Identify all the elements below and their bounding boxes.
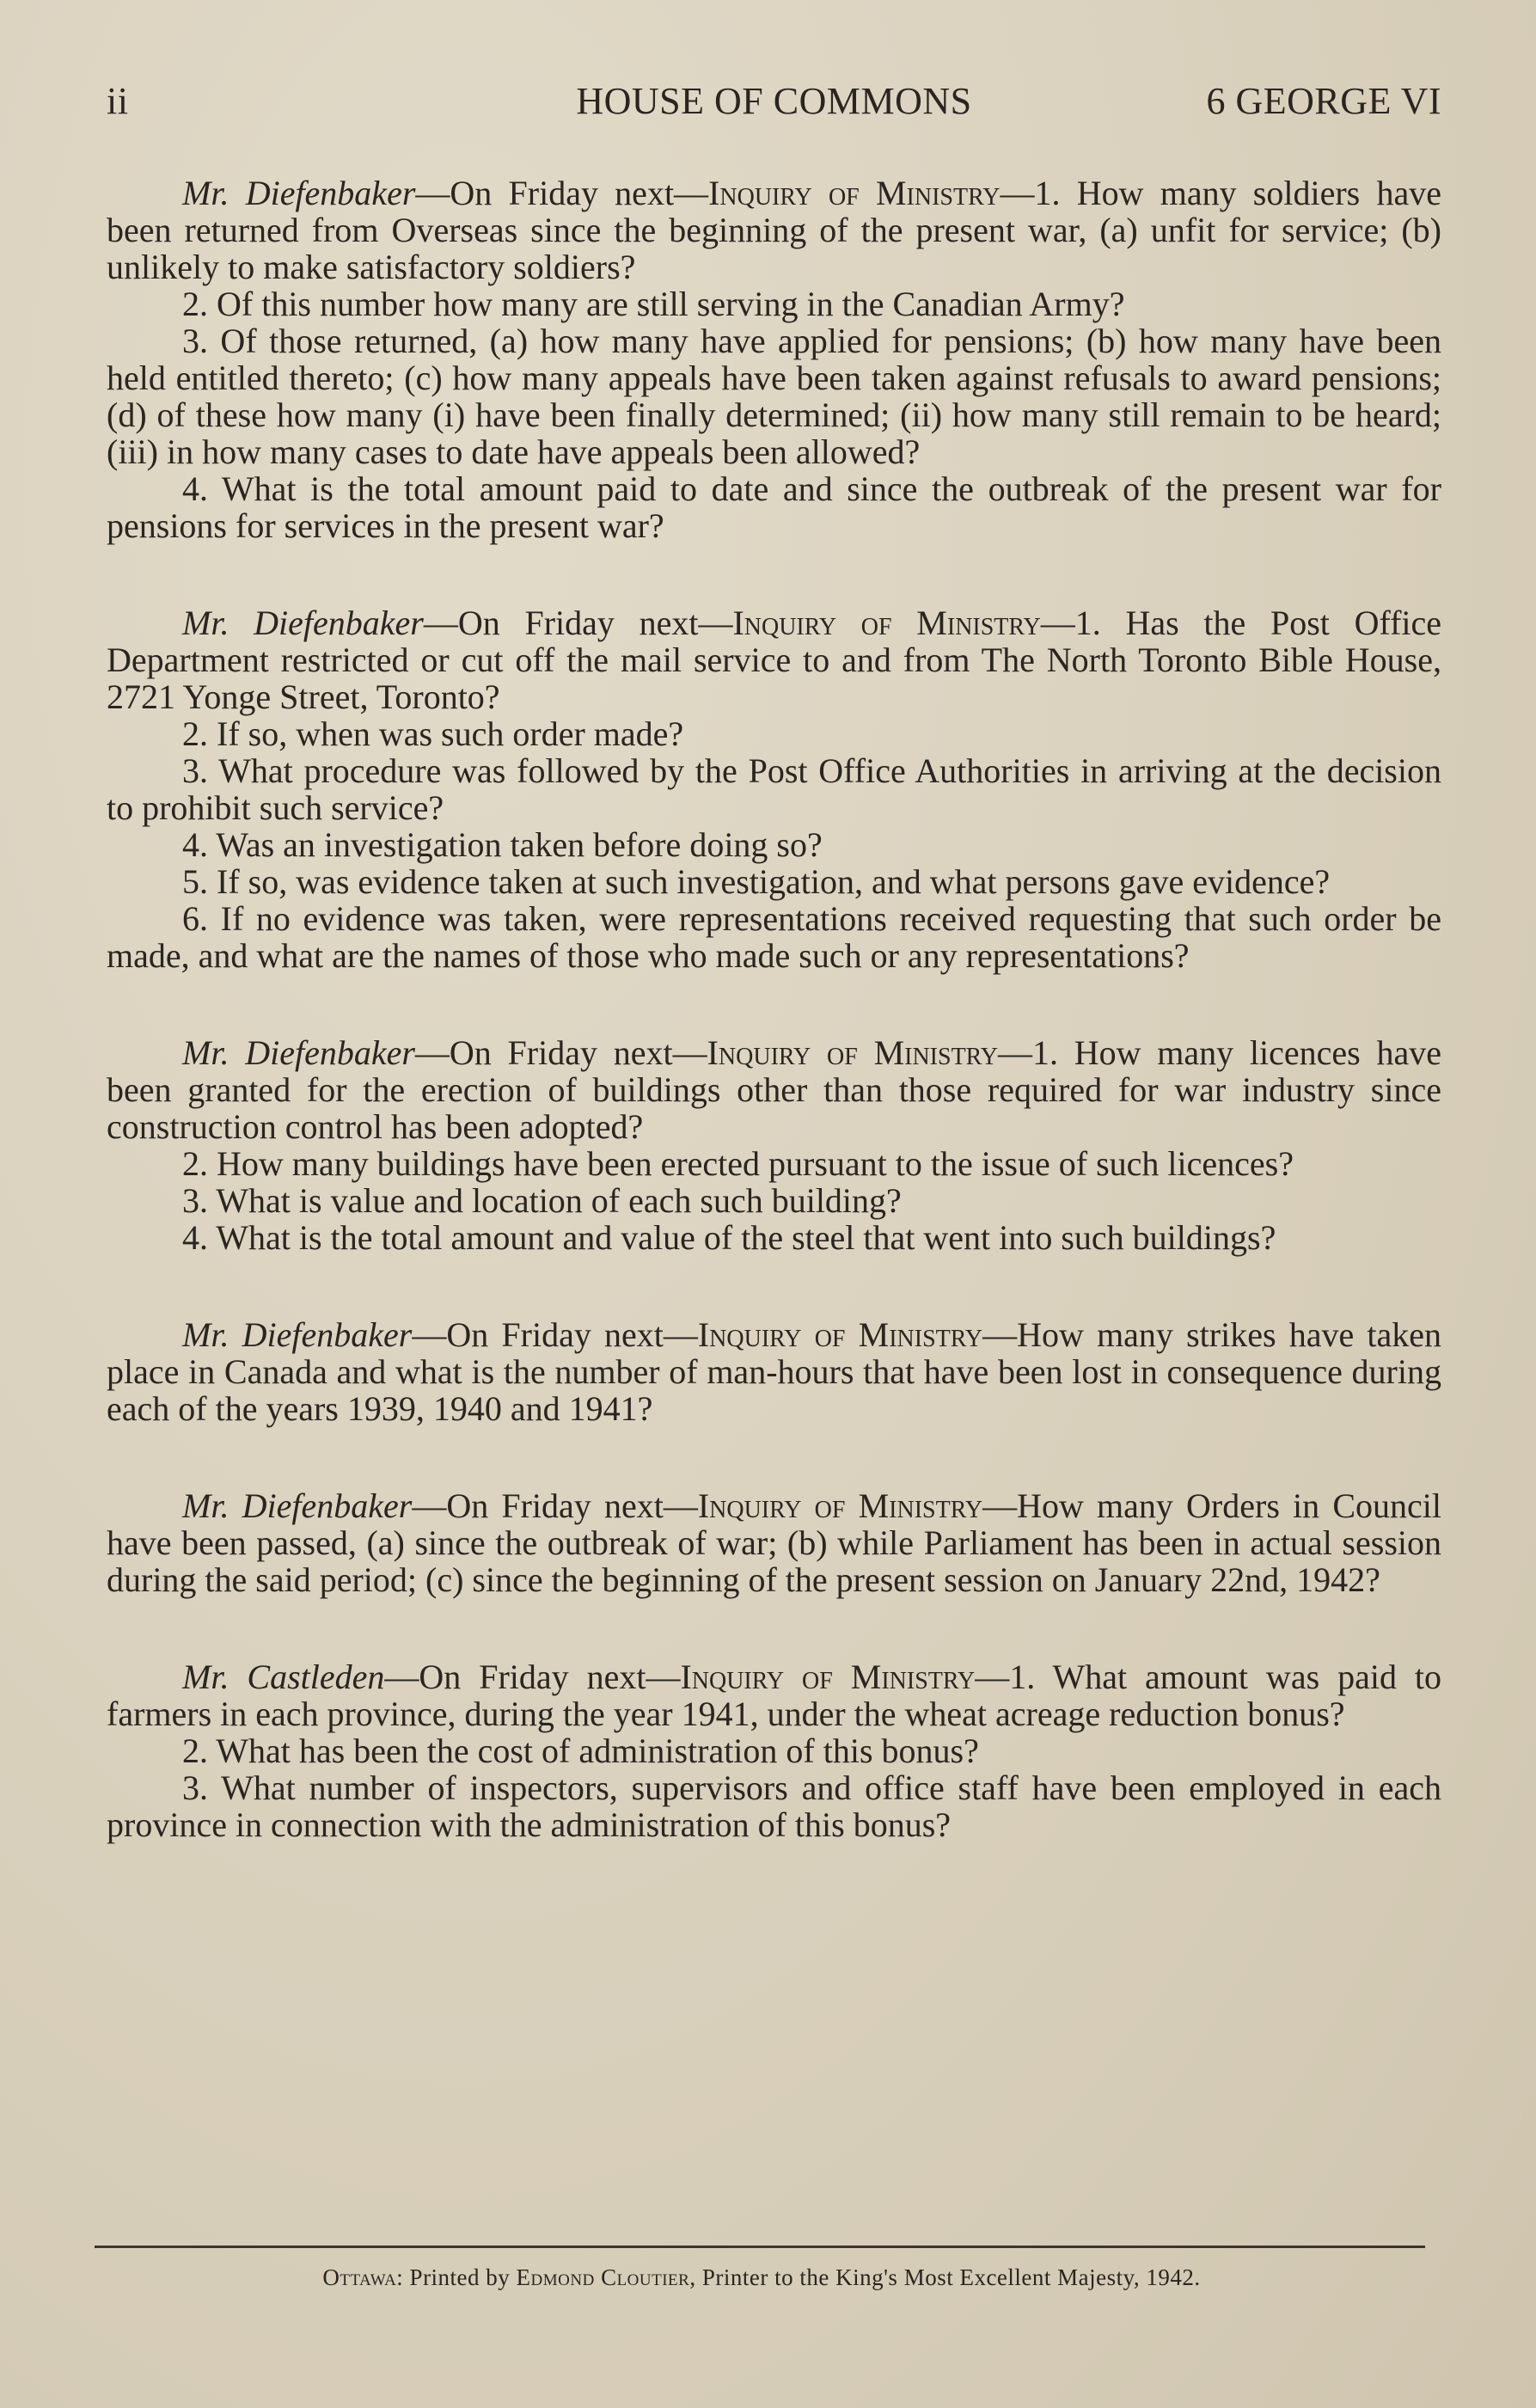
notice-paragraph: [107, 1034, 1441, 1145]
notice-paragraph: [107, 1658, 1441, 1732]
notice-paragraph: 4. What is the total amount and value of the steel that went into such buildings?: [182, 1218, 1276, 1257]
member-name: Mr. Castleden: [182, 1657, 385, 1696]
notice-paragraph: [107, 604, 1441, 715]
member-name: Mr. Diefenbaker: [182, 604, 424, 642]
inquiry-label: Inquiry of Ministry: [680, 1657, 976, 1696]
notice-paragraph: [107, 175, 1441, 285]
running-header: [107, 79, 1441, 124]
notice-paragraph: 4. Was an investigation taken before doing so?: [182, 825, 823, 864]
imprint-place: Ottawa: [322, 2264, 397, 2290]
notice-paragraph: 2. What has been the cost of administration of this bonus?: [182, 1731, 979, 1770]
member-name: Mr. Diefenbaker: [182, 1486, 413, 1525]
member-name: Mr. Diefenbaker: [182, 1033, 415, 1072]
header-edition: 6 GEORGE VI: [1206, 80, 1441, 122]
inquiry-label: Inquiry of Ministry: [708, 174, 1001, 212]
notice-preamble: —On Friday next—: [423, 604, 733, 642]
member-name: Mr. Diefenbaker: [182, 1315, 413, 1354]
member-name: Mr. Diefenbaker: [182, 174, 416, 212]
inquiry-label: Inquiry of Ministry: [732, 604, 1041, 642]
notice: [107, 604, 1441, 974]
notice-paragraph: 3. What number of inspectors, supervisors and office staff have been employed in each province in connection with the administration of this bonus?: [107, 1768, 1441, 1844]
notice: [107, 1316, 1441, 1427]
notice: [107, 1487, 1441, 1598]
question-text: —1. How many soldiers have been returned from Overseas since the beginning of the present war, (a) unfit for service; (b) unlikely to make satisfactory soldiers?: [107, 174, 1441, 286]
imprint-text: : Printed by: [396, 2264, 517, 2290]
notice-paragraph: 3. Of those returned, (a) how many have applied for pensions; (b) how many have been held entitled thereto; (c) how many appeals have been taken against refusals to award pensions; (d) of these how many (i) have been finally determined; (ii) how many still remain to be heard; (iii) in how many cases to date have appeals been allowed?: [107, 322, 1441, 471]
notice-paragraph: 6. If no evidence was taken, were representations received requesting that such order be made, and what are the names of those who made such or any representations?: [107, 899, 1441, 975]
notice-preamble: —On Friday next—: [412, 1486, 698, 1525]
question-text: —1. Has the Post Office Department restricted or cut off the mail service to and from The North Toronto Bible House, 2721 Yonge Street, Toronto?: [107, 604, 1442, 716]
notice-paragraph: 2. How many buildings have been erected pursuant to the issue of such licences?: [182, 1144, 1294, 1183]
notice-paragraph: 2. If so, when was such order made?: [182, 714, 684, 753]
notices-list: [107, 175, 1441, 1903]
footer-rule: [95, 2246, 1425, 2248]
printer-imprint: [203, 2264, 1320, 2291]
notice: [107, 175, 1441, 544]
notice-paragraph: 4. What is the total amount paid to date and since the outbreak of the present war for pensions for services in the present war?: [107, 469, 1441, 545]
imprint-text: , Printer to the King's Most Excellent Majesty, 1942.: [689, 2264, 1201, 2290]
inquiry-label: Inquiry of Ministry: [707, 1033, 999, 1072]
question-text: —How many strikes have taken place in Canada and what is the number of man-hours that have been lost in consequence during each of the years 1939, 1940 and 1941?: [107, 1315, 1442, 1428]
imprint-printer: Edmond Cloutier: [516, 2264, 690, 2290]
inquiry-label: Inquiry of Ministry: [697, 1315, 983, 1354]
notice-preamble: —On Friday next—: [415, 174, 709, 212]
notice-preamble: —On Friday next—: [384, 1657, 681, 1696]
header-title: HOUSE OF COMMONS: [576, 80, 972, 122]
notice-paragraph: [107, 1487, 1441, 1598]
notice-paragraph: 5. If so, was evidence taken at such investigation, and what persons gave evidence?: [182, 862, 1331, 901]
notice-paragraph: 2. Of this number how many are still serving in the Canadian Army?: [182, 285, 1125, 323]
question-text: —1. How many licences have been granted for the erection of buildings other than those required for war industry since construction control has been adopted?: [107, 1033, 1441, 1146]
question-text: —1. What amount was paid to farmers in each province, during the year 1941, under the wheat acreage reduction bonus?: [107, 1657, 1441, 1733]
question-text: —How many Orders in Council have been passed, (a) since the outbreak of war; (b) while Parliament has been in actual session during the said period; (c) since the beginning of the present session on January 22nd, 1942?: [107, 1486, 1441, 1599]
notice-paragraph: 3. What is value and location of each such building?: [182, 1181, 902, 1220]
notice-paragraph: 3. What procedure was followed by the Post Office Authorities in arriving at the decision to prohibit such service?: [107, 751, 1441, 827]
notice: [107, 1034, 1441, 1256]
notice-preamble: —On Friday next—: [412, 1315, 698, 1354]
notice-paragraph: [107, 1316, 1441, 1427]
notice-preamble: —On Friday next—: [414, 1033, 707, 1072]
notice: [107, 1658, 1441, 1843]
inquiry-label: Inquiry of Ministry: [697, 1486, 983, 1525]
page-number: ii: [107, 80, 129, 122]
